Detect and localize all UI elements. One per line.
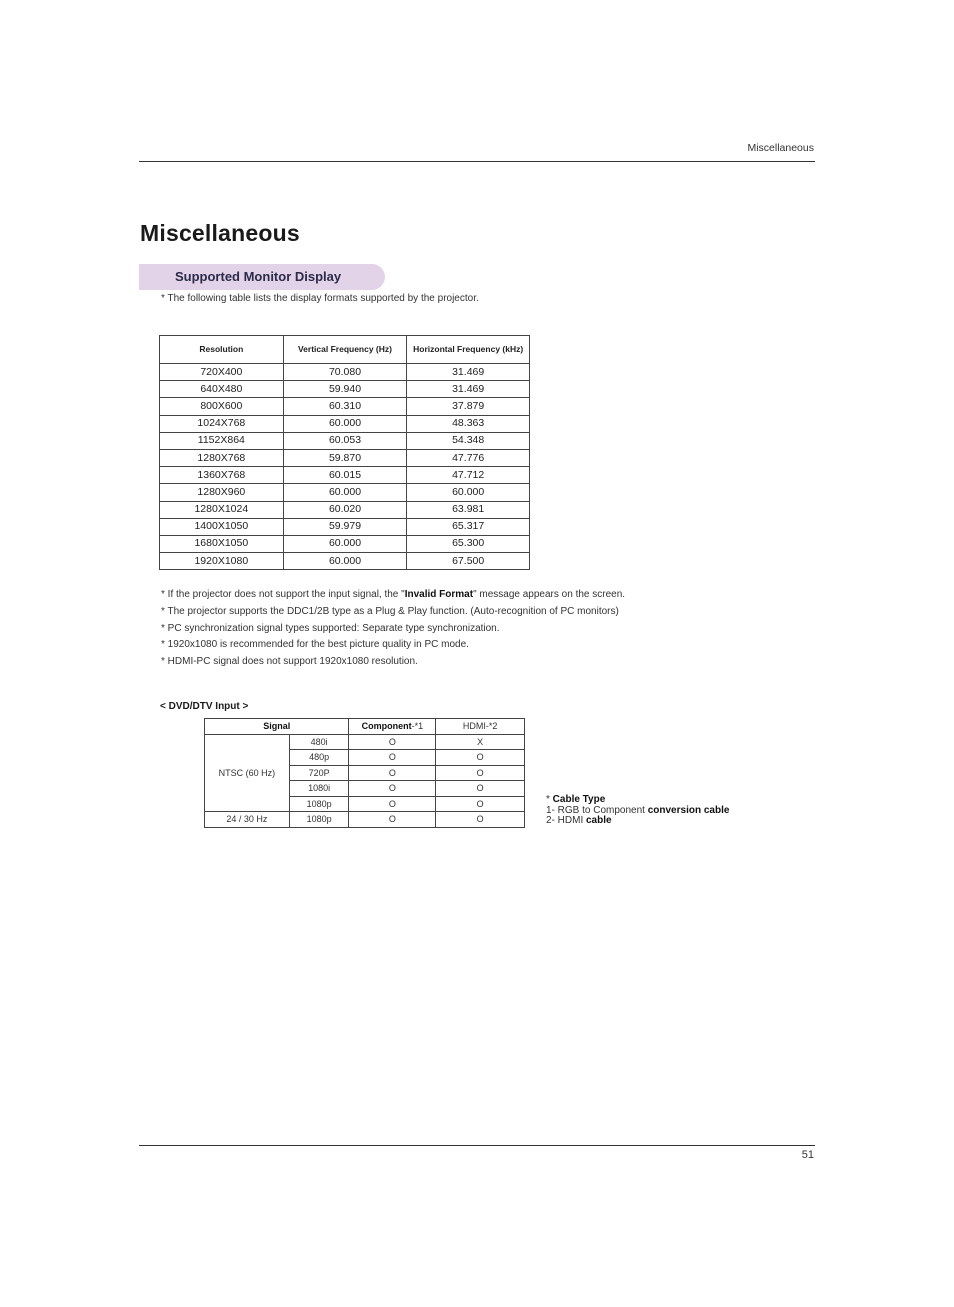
table-row: [160, 553, 530, 570]
cable-type-title: * Cable Type: [546, 794, 606, 805]
column-header-component: Component-*1: [349, 719, 436, 735]
resolution-cell: 720X400: [160, 364, 284, 381]
resolution-cell: 1400X1050: [160, 518, 284, 535]
table-row: [160, 518, 530, 535]
hdmi-support-cell: O: [436, 796, 525, 812]
horizontal-frequency-cell: 48.363: [407, 415, 530, 432]
component-support-cell: O: [349, 750, 436, 766]
column-header-vertical-frequency: Vertical Frequency (Hz): [283, 336, 407, 364]
horizontal-frequency-cell: 60.000: [407, 484, 530, 501]
hdmi-support-cell: O: [436, 781, 525, 797]
vertical-frequency-cell: 60.310: [283, 398, 407, 415]
table-row: [205, 734, 525, 750]
resolution-cell: 1280X960: [160, 484, 284, 501]
dvd-dtv-table: [204, 718, 525, 828]
table-row: [160, 449, 530, 466]
table-header-row: [205, 719, 525, 735]
vertical-frequency-cell: 60.000: [283, 415, 407, 432]
horizontal-frequency-cell: 63.981: [407, 501, 530, 518]
vertical-frequency-cell: 60.000: [283, 553, 407, 570]
column-header-signal: Signal: [205, 719, 349, 735]
resolution-cell: 1360X768: [160, 467, 284, 484]
resolution-cell: 1152X864: [160, 432, 284, 449]
table-row: [160, 535, 530, 552]
note-item: * HDMI-PC signal does not support 1920x1080 resolution.: [161, 656, 418, 668]
column-header-hdmi: HDMI-*2: [436, 719, 525, 735]
horizontal-frequency-cell: 54.348: [407, 432, 530, 449]
table-row: [160, 467, 530, 484]
resolution-cell: 480i: [289, 734, 349, 750]
cable-type-note: [546, 795, 729, 827]
page-number: 51: [801, 1149, 814, 1161]
vertical-frequency-cell: 60.000: [283, 535, 407, 552]
vertical-frequency-cell: 60.000: [283, 484, 407, 501]
hdmi-support-cell: O: [436, 812, 525, 828]
resolution-cell: 1080i: [289, 781, 349, 797]
table-row: [160, 398, 530, 415]
vertical-frequency-cell: 59.940: [283, 381, 407, 398]
resolution-cell: 480p: [289, 750, 349, 766]
vertical-frequency-cell: 60.020: [283, 501, 407, 518]
resolution-cell: 1024X768: [160, 415, 284, 432]
hdmi-support-cell: O: [436, 765, 525, 781]
table-row: [205, 812, 525, 828]
hdmi-support-cell: X: [436, 734, 525, 750]
column-header-horizontal-frequency: Horizontal Frequency (kHz): [407, 336, 530, 364]
horizontal-frequency-cell: 47.776: [407, 449, 530, 466]
table-header-row: [160, 336, 530, 364]
table-row: [160, 432, 530, 449]
intro-note: * The following table lists the display formats supported by the projector.: [161, 293, 479, 304]
horizontal-frequency-cell: 37.879: [407, 398, 530, 415]
resolution-cell: 720P: [289, 765, 349, 781]
section-heading-banner: [139, 264, 385, 290]
vertical-frequency-cell: 60.053: [283, 432, 407, 449]
dvd-dtv-heading: < DVD/DTV Input >: [160, 701, 249, 712]
vertical-frequency-cell: 60.015: [283, 467, 407, 484]
horizontal-frequency-cell: 47.712: [407, 467, 530, 484]
resolution-cell: 1680X1050: [160, 535, 284, 552]
vertical-frequency-cell: 59.870: [283, 449, 407, 466]
component-support-cell: O: [349, 796, 436, 812]
resolution-cell: 640X480: [160, 381, 284, 398]
vertical-frequency-cell: 70.080: [283, 364, 407, 381]
horizontal-frequency-cell: 67.500: [407, 553, 530, 570]
component-support-cell: O: [349, 765, 436, 781]
horizontal-frequency-cell: 65.317: [407, 518, 530, 535]
resolution-cell: 1080p: [289, 796, 349, 812]
signal-group-cell: 24 / 30 Hz: [205, 812, 290, 828]
resolution-cell: 1280X768: [160, 449, 284, 466]
column-header-resolution: Resolution: [160, 336, 284, 364]
hdmi-support-cell: O: [436, 750, 525, 766]
table-row: [160, 415, 530, 432]
table-row: [160, 484, 530, 501]
table-row: [160, 381, 530, 398]
cable-type-line-1: 1- RGB to Component conversion cable: [546, 804, 730, 816]
note-item: * PC synchronization signal types supported: Separate type synchronization.: [161, 622, 500, 634]
running-header: Miscellaneous: [747, 142, 814, 154]
resolution-cell: 1280X1024: [160, 501, 284, 518]
horizontal-frequency-cell: 65.300: [407, 535, 530, 552]
supported-monitor-table: [159, 335, 530, 570]
note-item: * If the projector does not support the input signal, the "Invalid Format" message appears on the screen.: [161, 589, 626, 600]
resolution-cell: 1920X1080: [160, 553, 284, 570]
header-divider: [139, 161, 815, 162]
table-row: [160, 501, 530, 518]
resolution-cell: 1080p: [289, 812, 349, 828]
note-item: * The projector supports the DDC1/2B type as a Plug & Play function. (Auto-recognition of PC monitors): [161, 605, 619, 617]
component-support-cell: O: [349, 812, 436, 828]
component-support-cell: O: [349, 781, 436, 797]
component-support-cell: O: [349, 734, 436, 750]
table-row: [160, 364, 530, 381]
resolution-cell: 800X600: [160, 398, 284, 415]
notes-list: [161, 587, 625, 671]
cable-type-line-2: 2- HDMI cable: [546, 815, 612, 826]
horizontal-frequency-cell: 31.469: [407, 364, 530, 381]
note-item: * 1920x1080 is recommended for the best picture quality in PC mode.: [161, 639, 469, 651]
footer-divider: [139, 1145, 815, 1146]
signal-group-cell: NTSC (60 Hz): [205, 734, 290, 812]
section-heading: Supported Monitor Display: [175, 269, 342, 284]
page-title: Miscellaneous: [140, 220, 300, 246]
vertical-frequency-cell: 59.979: [283, 518, 407, 535]
horizontal-frequency-cell: 31.469: [407, 381, 530, 398]
